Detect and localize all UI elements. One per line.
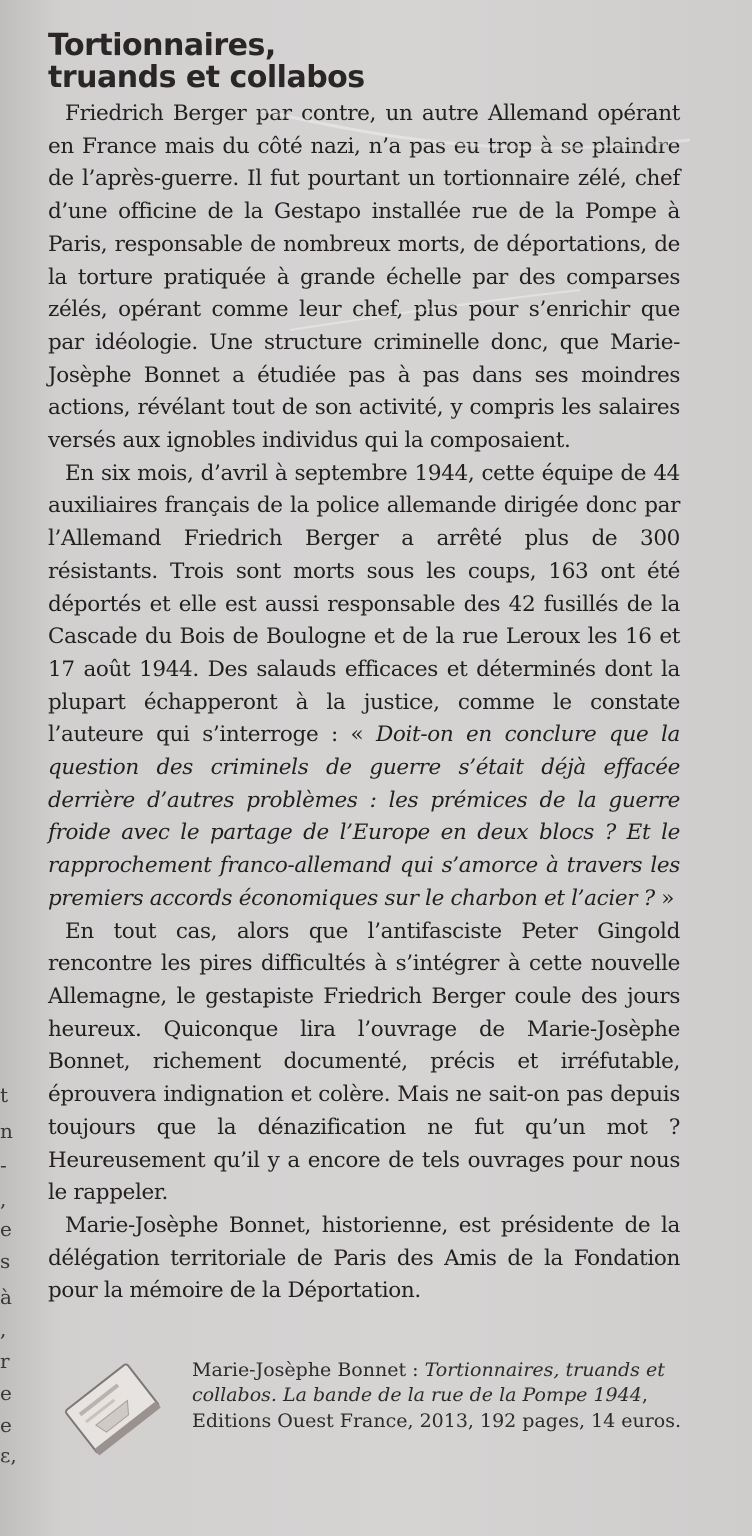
reference-title: Tortionnaires, truands et collabos. La bande de la rue de la Pompe 1944 — [192, 1359, 665, 1407]
article-heading — [48, 30, 738, 94]
edge-letter: n — [0, 1119, 13, 1143]
reference-author: Marie-Josèphe Bonnet : — [192, 1359, 425, 1381]
book-cover-icon — [60, 1360, 164, 1460]
edge-letter: e — [0, 1413, 12, 1437]
heading-line-2: truands et collabos — [48, 60, 365, 95]
edge-letter: - — [0, 1153, 7, 1177]
paragraph-conclusion: En tout cas, alors que l’antifasciste Peter Gingold rencontre les pires difficultés à s’intégrer à cette nouvelle Allemagne, le gestapiste Friedrich Berger coule des jours heureux. Quiconque lira l’ouvrage de Marie-Josèphe Bonnet, richement documenté, précis et irréfutable, éprouvera indignation et colère. Mais ne sait-on pas depuis toujours que la dénazification ne fut qu’un mot ? Heureusement qu’il y a encore de tels ouvrages pour nous le rappeler. — [48, 918, 680, 1206]
edge-letter: e — [0, 1217, 12, 1241]
heading-line-1: Tortionnaires, — [48, 28, 276, 63]
edge-letter: r — [0, 1349, 10, 1373]
article-body — [48, 98, 680, 1308]
edge-letter: e — [0, 1381, 12, 1405]
edge-letter: à — [0, 1285, 12, 1309]
reference-publisher: , Editions Ouest France, 2013, 192 pages, 14 euros. — [192, 1384, 682, 1432]
edge-letter: s — [0, 1249, 11, 1273]
quote-close: » — [654, 885, 675, 911]
book-reference — [192, 1358, 692, 1434]
adjacent-column-edge — [0, 0, 17, 1536]
arrests-text: En six mois, d’avril à septembre 1944, cette équipe de 44 auxiliaires français de la police allemande dirigée donc par l’Allemand Friedrich Berger a arrêté plus de 300 résistants. Trois sont morts sous les coups, 163 ont été déportés et elle est aussi responsable des 42 fusillés de la Cascade du Bois de Boulogne et de la rue Leroux les 16 et 17 août 1944. Des salauds efficaces et déterminés dont la plupart échapperont à la justice, comme le constate l’auteure qui s’interroge : « — [48, 460, 680, 748]
edge-letter: , — [0, 1317, 7, 1341]
edge-letter: t — [0, 1083, 9, 1107]
edge-letter: ε, — [0, 1443, 17, 1467]
paragraph-berger: Friedrich Berger par contre, un autre Allemand opérant en France mais du côté nazi, n’a pas eu trop à se plaindre de l’après-guerre. Il fut pourtant un tortionnaire zélé, chef d’une officine de la Gestapo installée rue de la Pompe à Paris, responsable de nombreux morts, de déportations, de la torture pratiquée à grande échelle par des comparses zélés, opérant comme leur chef, plus pour s’enrichir que par idéologie. Une structure criminelle donc, que Marie-Josèphe Bonnet a étudiée pas à pas dans ses moindres actions, révélant tout de son activité, y compris les salaires versés aux ignobles individus qui la composaient. — [48, 101, 680, 454]
edge-letter: , — [0, 1187, 7, 1211]
paragraph-arrests — [48, 458, 680, 916]
author-bio: Marie-Josèphe Bonnet, historienne, est présidente de la délégation territoriale de Paris des Amis de la Fondation pour la mémoire de la Déportation. — [48, 1212, 680, 1304]
author-quote: Doit-on en conclure que la question des criminels de guerre s’était déjà effacée derrière d’autres problèmes : les prémices de la guerre froide avec le partage de l’Europe en deux blocs ? Et le rapprochement franco-allemand qui s’amorce à travers les premiers accords économiques sur le charbon et l’acier ? — [48, 722, 680, 911]
